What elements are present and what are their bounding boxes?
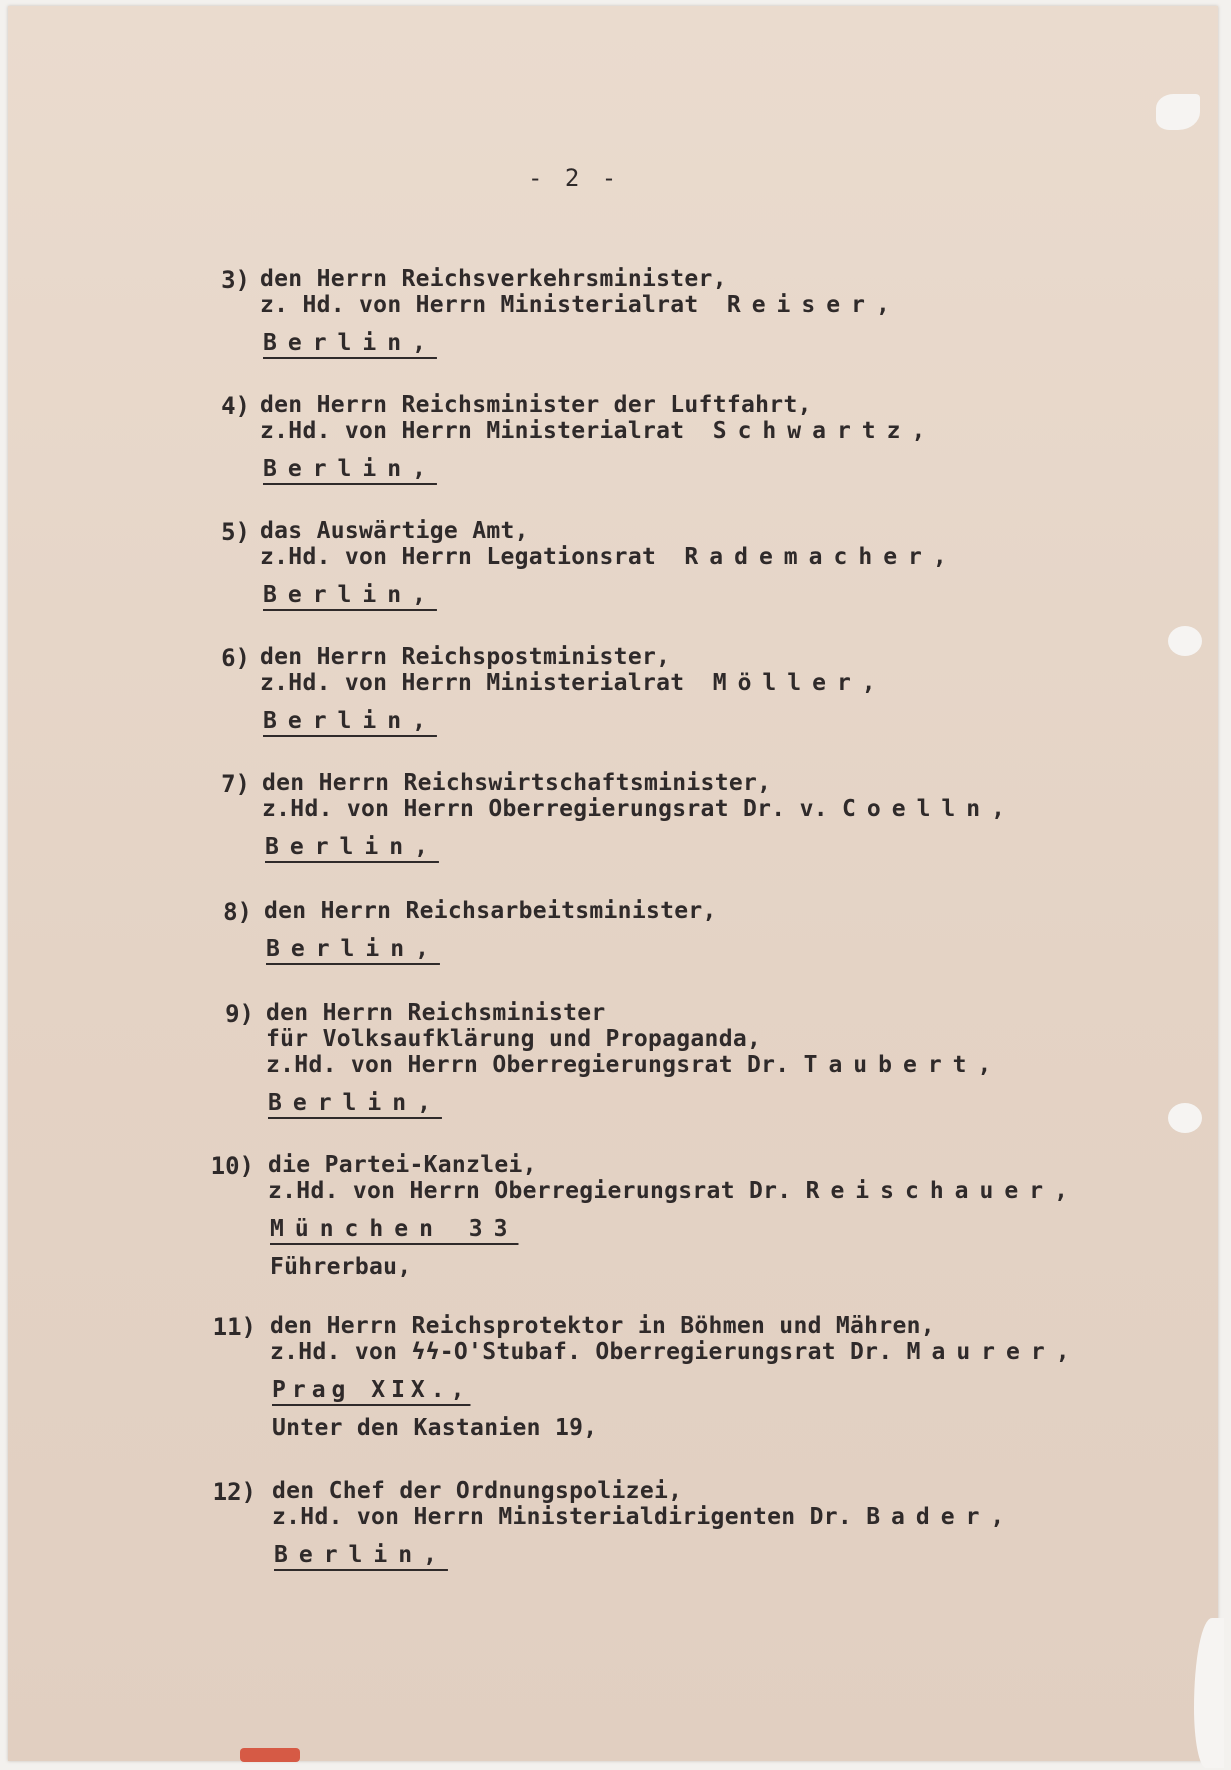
entry-line-1: die Partei-Kanzlei, [268, 1152, 537, 1178]
entry-line-1: den Herrn Reichsminister der Luftfahrt, [260, 392, 812, 418]
entry-number: 7) [221, 770, 250, 798]
entry-number: 8) [223, 898, 252, 926]
entry-line-2 [260, 670, 887, 696]
official-name: Maurer, [906, 1339, 1081, 1365]
entry-number: 9) [225, 1000, 254, 1028]
entry-line-1: den Herrn Reichsprotektor in Böhmen und Mähren, [270, 1313, 935, 1339]
entry-line-2 [268, 1178, 1079, 1204]
entry-line-2 [260, 544, 958, 570]
entry-line-1: den Herrn Reichsarbeitsminister, [264, 898, 717, 924]
city-line: Berlin, [266, 936, 440, 962]
entry-number: 10) [210, 1152, 254, 1180]
attention-prefix: z. Hd. von Herrn Ministerialrat [260, 292, 727, 318]
city-line: Berlin, [265, 834, 439, 860]
official-name: Rademacher, [684, 544, 958, 570]
entry-line-2 [260, 418, 936, 444]
document-page [8, 6, 1218, 1761]
red-stain [240, 1748, 300, 1762]
street-line: Führerbau, [270, 1254, 412, 1280]
city-line: Berlin, [274, 1542, 448, 1568]
entry-line-2 [270, 1339, 1081, 1365]
entry-number: 3) [221, 266, 250, 294]
entry-line-1b: für Volksaufklärung und Propaganda, [266, 1026, 762, 1052]
entry-line-1: den Herrn Reichspostminister, [260, 644, 671, 670]
official-name: Coelln, [842, 796, 1016, 822]
entry-number: 12) [212, 1478, 256, 1506]
attention-prefix: z.Hd. von Herrn Ministerialdirigenten Dr. [272, 1504, 867, 1530]
entry-line-1: den Herrn Reichsminister [266, 1000, 606, 1026]
entry-line-2 [272, 1504, 1015, 1530]
torn-edge-bottom [1194, 1618, 1224, 1768]
entry-line-2 [262, 796, 1016, 822]
entry-number: 6) [221, 644, 250, 672]
attention-prefix: z.Hd. von Herrn Oberregierungsrat Dr. [266, 1052, 804, 1078]
torn-corner [1156, 94, 1200, 130]
entry-line-1: den Chef der Ordnungspolizei, [272, 1478, 683, 1504]
attention-prefix: z.Hd. von Herrn Ministerialrat [260, 418, 713, 444]
entry-number: 4) [221, 392, 250, 420]
official-name: Taubert, [803, 1052, 1003, 1078]
city-line: Berlin, [263, 708, 437, 734]
attention-prefix: z.Hd. von ϟϟ-O'Stubaf. Oberregierungsrat Dr. [270, 1339, 907, 1365]
page-number: - 2 - [528, 164, 621, 192]
entry-line-1: den Herrn Reichsverkehrsminister, [260, 266, 727, 292]
punch-hole-bottom [1168, 1103, 1202, 1133]
official-name: Möller, [712, 670, 887, 696]
punch-hole-top [1168, 626, 1202, 656]
attention-prefix: z.Hd. von Herrn Oberregierungsrat Dr. [268, 1178, 806, 1204]
entry-line-2 [266, 1052, 1002, 1078]
city-line: Berlin, [263, 330, 437, 356]
official-name: Schwartz, [712, 418, 937, 444]
entry-number: 5) [221, 518, 250, 546]
official-name: Reiser, [726, 292, 901, 318]
city-line: Berlin, [268, 1090, 442, 1116]
city-line: Prag XIX., [272, 1377, 471, 1403]
attention-prefix: z.Hd. von Herrn Ministerialrat [260, 670, 713, 696]
entry-number: 11) [212, 1313, 256, 1341]
entry-line-1: den Herrn Reichswirtschaftsminister, [262, 770, 772, 796]
city-line: Berlin, [263, 582, 437, 608]
city-line: Berlin, [263, 456, 437, 482]
street-line: Unter den Kastanien 19, [272, 1415, 598, 1441]
city-line: München 33 [270, 1216, 519, 1242]
entry-line-1: das Auswärtige Amt, [260, 518, 529, 544]
entry-line-2 [260, 292, 901, 318]
attention-prefix: z.Hd. von Herrn Legationsrat [260, 544, 685, 570]
official-name: Reischauer, [805, 1178, 1079, 1204]
official-name: Bader, [866, 1504, 1016, 1530]
attention-prefix: z.Hd. von Herrn Oberregierungsrat Dr. v. [262, 796, 843, 822]
